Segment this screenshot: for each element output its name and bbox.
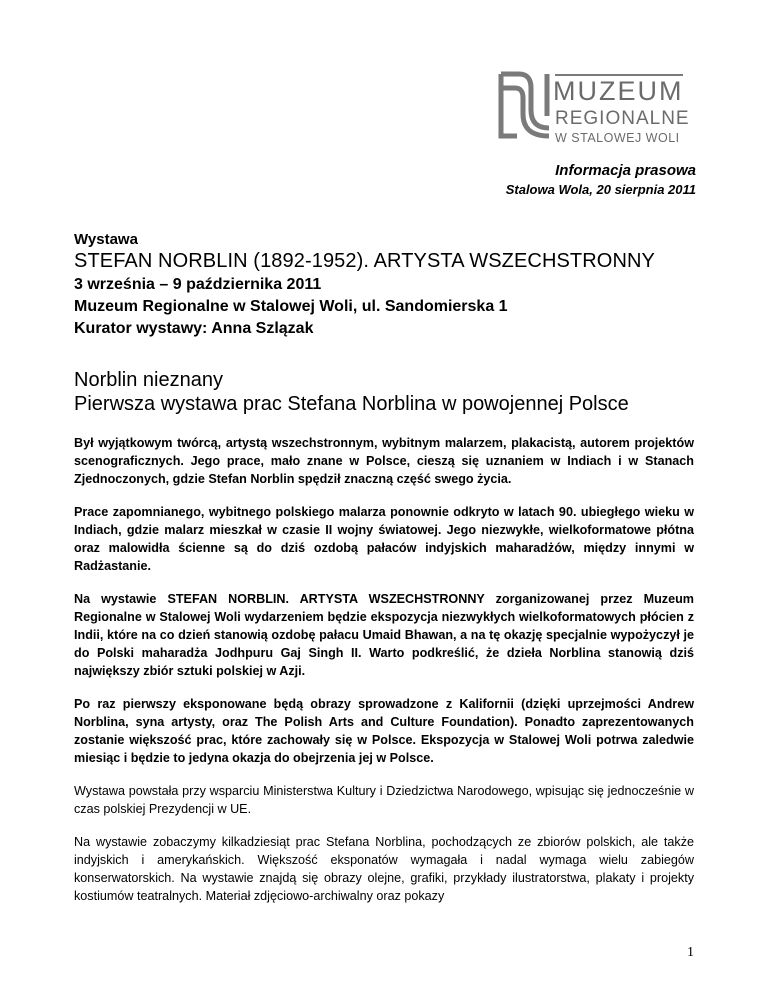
paragraph: Po raz pierwszy eksponowane będą obrazy sprowadzone z Kalifornii (dzięki uprzejmości Andrew Norblina, syna artysty, oraz The Polish Arts and Culture Foundation). Ponadto zaprezentowanych zostanie większość prac, które zachowały się w Polsce. Ekspozycja w Stalowej Woli potrwa zaledwie miesiąc i będzie to jedyna okazja do obejrzenia jej w Polsce. xyxy=(74,697,694,765)
museum-logo xyxy=(497,70,690,145)
exhibition-header xyxy=(74,230,694,340)
logo-text-muzeum: MUZEUM xyxy=(553,76,684,106)
article-body xyxy=(74,434,694,920)
paragraph: Wystawa powstała przy wsparciu Ministerstwa Kultury i Dziedzictwa Narodowego, wpisując się jednocześnie w czas polskiej Prezydencji w UE. xyxy=(74,784,694,816)
article-heading-1: Norblin nieznany xyxy=(74,369,223,391)
paragraph: Prace zapomnianego, wybitnego polskiego malarza ponownie odkryto w latach 90. ubiegłego wieku w Indiach, gdzie malarz mieszkał w czasie II wojny światowej. Jego niezwykłe, wielkoformatowe płótna oraz malowidła ścienne są do dziś ozdobą pałaców indyjskich maharadżów, między innymi w Radżastanie. xyxy=(74,505,694,573)
article-heading xyxy=(74,368,704,416)
press-header xyxy=(506,161,696,199)
paragraph: Na wystawie zobaczymy kilkadziesiąt prac Stefana Norblina, pochodzących ze zbiorów polskich, ale także indyjskich i amerykańskich. Większość eksponatów wymagała i nadal wymaga wielu zabiegów konserwatorskich. Na wystawie znajdą się obrazy olejne, grafiki, przykłady ilustratorstwa, plakaty i projekty kostiumów teatralnych. Materiał zdjęciowo-archiwalny oraz pokazy xyxy=(74,835,694,903)
press-label: Informacja prasowa xyxy=(555,162,696,179)
exhibition-dates: 3 września – 9 października 2011 xyxy=(74,276,322,293)
exhibition-venue: Muzeum Regionalne w Stalowej Woli, ul. Sandomierska 1 xyxy=(74,298,508,315)
museum-logo-icon xyxy=(497,70,551,140)
logo-text-regionalne: REGIONALNE xyxy=(555,108,690,129)
exhibition-title: STEFAN NORBLIN (1892-1952). ARTYSTA WSZECHSTRONNY xyxy=(74,250,655,272)
page-number: 1 xyxy=(687,945,694,960)
logo-text-location: W STALOWEJ WOLI xyxy=(555,131,680,145)
article-heading-2: Pierwsza wystawa prac Stefana Norblina w powojennej Polsce xyxy=(74,393,629,415)
paragraph: Na wystawie STEFAN NORBLIN. ARTYSTA WSZECHSTRONNY zorganizowanej przez Muzeum Regionalne w Stalowej Woli wydarzeniem będzie ekspozycja niezwykłych wielkoformatowych płócien z Indii, które na co dzień stanowią ozdobę pałacu Umaid Bhawan, a na tę okazję specjalnie wypożyczył je do Polski maharadża Jodhpuru Gaj Singh II. Warto podkreślić, że dzieła Norblina stanowią dziś największy zbiór sztuki polskiej w Azji. xyxy=(74,592,694,678)
exhibition-curator: Kurator wystawy: Anna Szlązak xyxy=(74,320,314,337)
paragraph: Był wyjątkowym twórcą, artystą wszechstronnym, wybitnym malarzem, plakacistą, autorem projektów scenograficznych. Jego prace, mało znane w Polsce, cieszą się uznaniem w Indiach i w Stanach Zjednoczonych, gdzie Stefan Norblin spędził znaczną część swego życia. xyxy=(74,436,694,486)
press-place-date: Stalowa Wola, 20 sierpnia 2011 xyxy=(505,182,696,197)
exhibition-kind: Wystawa xyxy=(74,231,138,248)
